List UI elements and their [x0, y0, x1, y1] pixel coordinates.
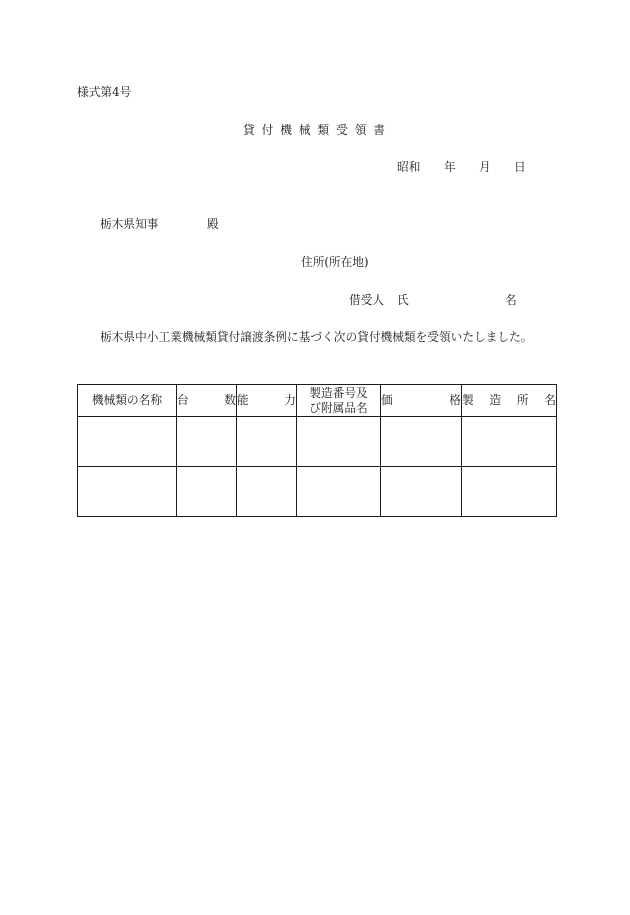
table-cell	[297, 467, 381, 517]
table-cell	[462, 467, 557, 517]
table-cell	[381, 467, 462, 517]
table-cell	[177, 467, 237, 517]
borrower-label: 借受人	[349, 293, 385, 307]
header-quantity: 台 数	[177, 385, 237, 417]
form-number: 様式第4号	[77, 85, 132, 99]
table-row	[78, 417, 557, 467]
document-title: 貸 付 機 械 類 受 領 書	[243, 123, 385, 137]
header-machine-name: 機械類の名称	[78, 385, 177, 417]
name-label-last: 名	[505, 293, 517, 307]
machinery-receipt-table	[77, 384, 557, 517]
table-cell	[78, 467, 177, 517]
header-manufacturer: 製 造 所 名	[462, 385, 557, 417]
name-label-first: 氏	[397, 293, 409, 307]
address-label: 住所(所在地)	[301, 255, 369, 269]
table-cell	[78, 417, 177, 467]
table-cell	[462, 417, 557, 467]
header-serial-accessories: 製造番号及 び附属品名	[297, 385, 381, 417]
date-month-label: 月	[479, 160, 491, 174]
addressee-honorific: 殿	[207, 217, 219, 231]
table-cell	[381, 417, 462, 467]
addressee-name: 栃木県知事	[100, 217, 159, 231]
date-year-label: 年	[444, 160, 456, 174]
table-cell	[297, 417, 381, 467]
receipt-statement: 栃木県中小工業機械類貸付譲渡条例に基づく次の貸付機械類を受領いたしました。	[100, 330, 533, 344]
table-cell	[237, 467, 297, 517]
header-price: 価 格	[381, 385, 462, 417]
table-row	[78, 467, 557, 517]
date-era-label: 昭和	[397, 160, 421, 174]
table-cell	[237, 417, 297, 467]
table-cell	[177, 417, 237, 467]
table-header-row	[78, 385, 557, 417]
date-day-label: 日	[514, 160, 526, 174]
header-capacity: 能 力	[237, 385, 297, 417]
